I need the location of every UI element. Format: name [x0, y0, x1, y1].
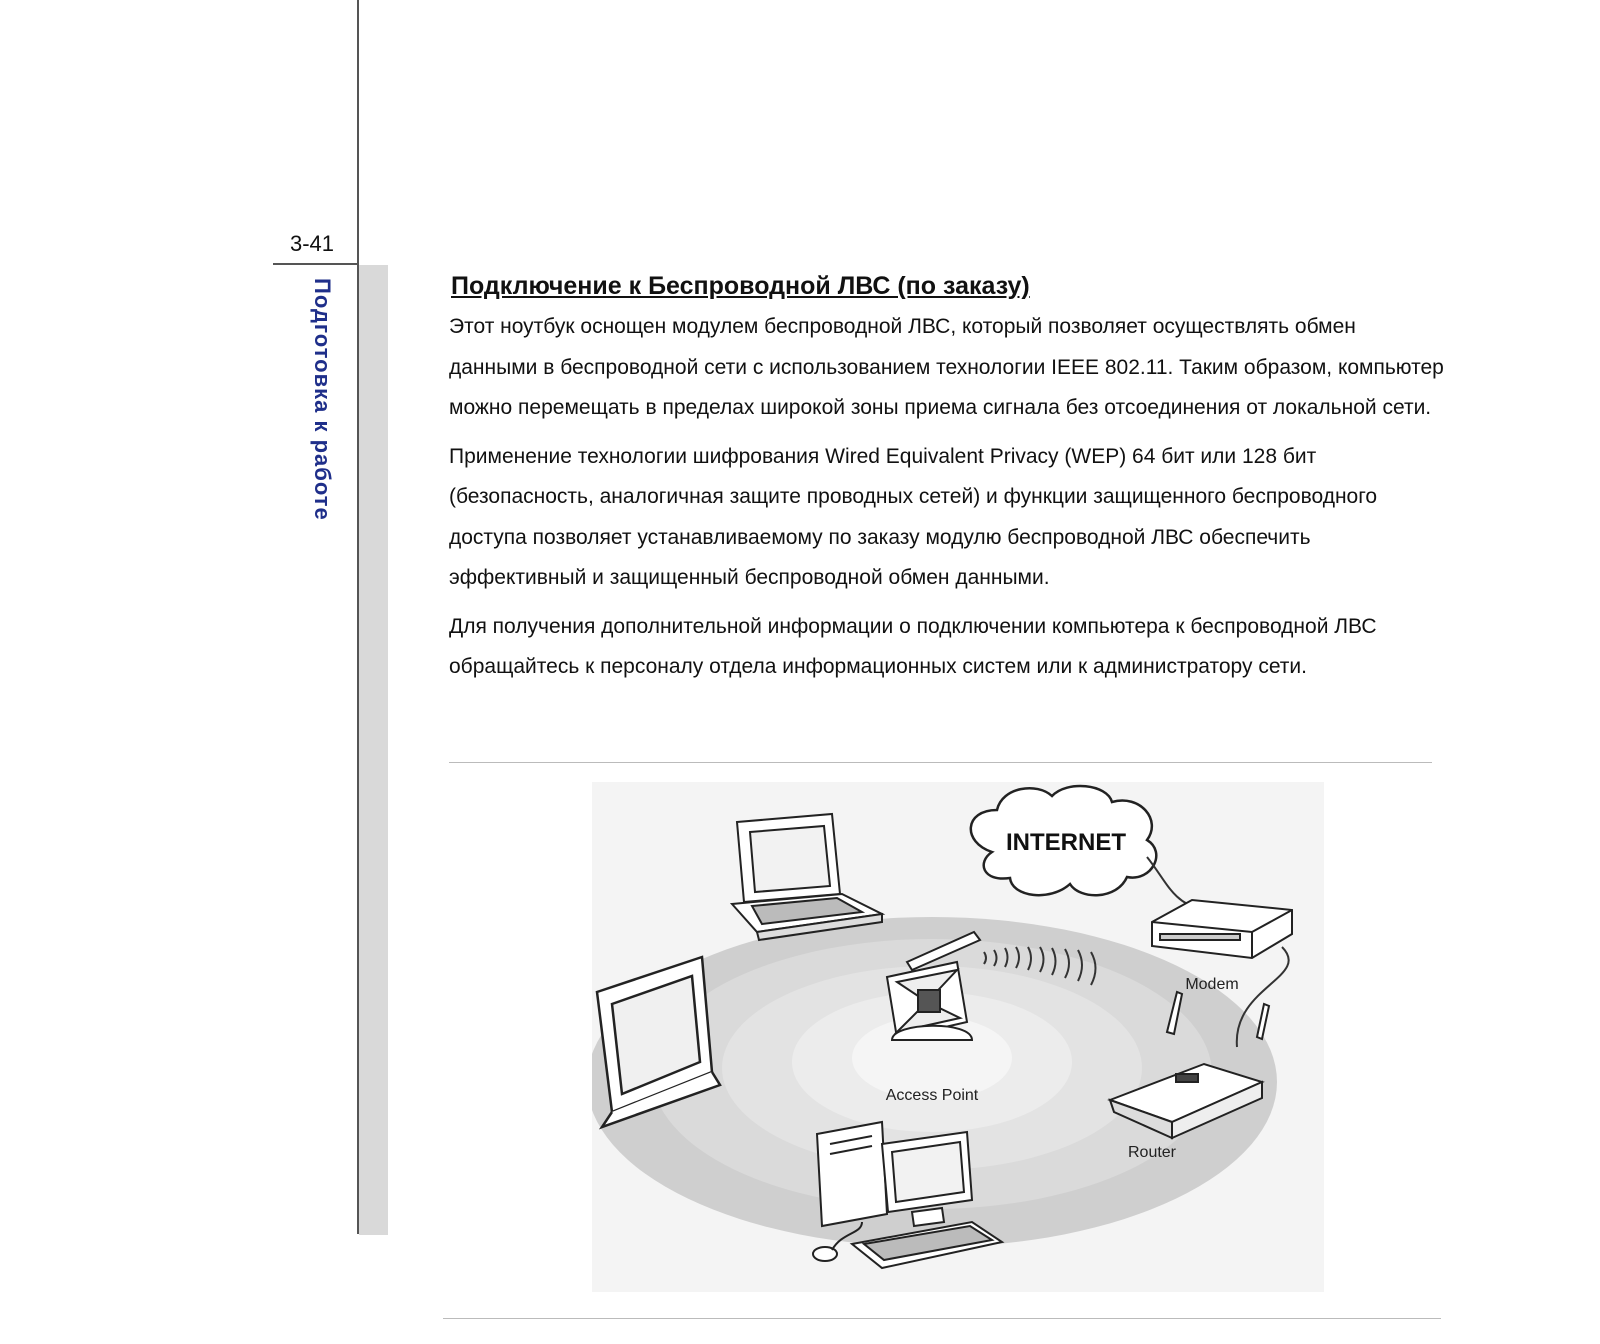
paragraph-2: Применение технологии шифрования Wired Equivalent Privacy (WEP) 64 бит или 128 бит (безопасность, аналогичная защите проводных сетей) и функции защищенного беспроводного доступа позволяет устанавливаемому по заказу модулю беспроводной ЛВС обеспечить эффективный и защищенный беспроводной обмен данными. — [449, 444, 1378, 589]
page-number-rule — [273, 263, 359, 265]
divider-top — [449, 762, 1432, 763]
access-point-label: Access Point — [885, 1087, 979, 1104]
article-heading: Подключение к Беспроводной ЛВС (по заказу) — [451, 272, 1030, 300]
article-content — [449, 272, 1449, 696]
divider-bottom — [443, 1318, 1441, 1319]
modem-label: Modem — [1185, 976, 1239, 993]
wireless-network-diagram — [592, 782, 1324, 1292]
paragraph-1: Этот ноутбук оснощен модулем беспроводной ЛВС, который позволяет осуществлять обмен данными в беспроводной сети с использованием технологии IEEE 802.11. Таким образом, компьютер можно перемещать в пределах широкой зоны приема сигнала без отсоединения от локальной сети. — [449, 315, 1444, 419]
section-tab-strip — [359, 265, 388, 1235]
router-label: Router — [1127, 1144, 1177, 1161]
paragraph-3: Для получения дополнительной информации о подключении компьютера к беспроводной ЛВС обращайтесь к персоналу отдела информационных систем или к администратору сети. — [449, 614, 1377, 678]
section-side-title: Подготовка к работе — [310, 278, 335, 521]
internet-label: INTERNET — [1006, 829, 1126, 856]
page-number: 3-41 — [290, 231, 335, 256]
